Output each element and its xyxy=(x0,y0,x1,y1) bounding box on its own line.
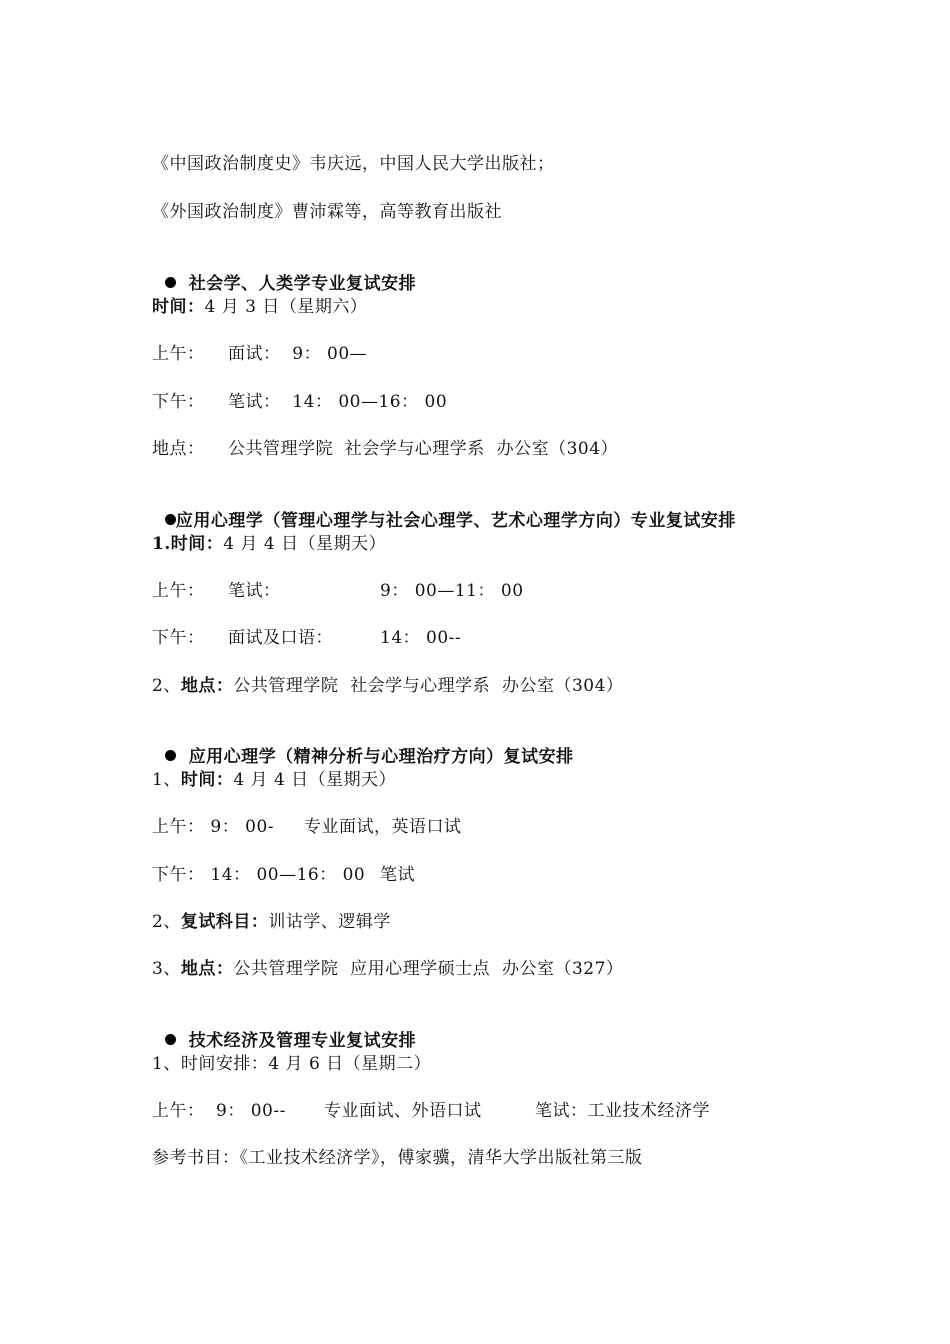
afternoon-label: 下午： xyxy=(152,628,205,648)
subject-value: 训诂学、逻辑学 xyxy=(268,912,391,932)
place-value: 公共管理学院 社会学与心理学系 办公室（304） xyxy=(233,676,624,696)
s1-place-line xyxy=(152,437,752,461)
section-heading-text: 社会学、人类学专业复试安排 xyxy=(188,274,417,294)
bullet-icon xyxy=(165,514,176,525)
morning-value: 上午： 9： 00- xyxy=(152,817,274,837)
morning-label: 上午： xyxy=(152,1101,205,1121)
bullet-icon xyxy=(165,1034,176,1045)
s3-afternoon-line xyxy=(152,863,752,887)
morning-item: 专业面试、外语口试 xyxy=(324,1101,482,1121)
afternoon-value: 下午： 14： 00—16： 00 xyxy=(152,865,366,885)
s4-reference-books: 参考书目：《工业技术经济学》，傅家骥，清华大学出版社第三版 xyxy=(152,1148,643,1168)
time-value: 4 月 4 日（星期天） xyxy=(223,534,387,554)
s2-morning-line xyxy=(152,579,752,603)
morning-label: 上午： xyxy=(152,581,205,601)
place-label: 地点： xyxy=(180,676,234,696)
subject-label: 复试科目： xyxy=(180,912,269,932)
time-prefix: 1、 xyxy=(152,770,181,790)
section-heading-text: 应用心理学（管理心理学与社会心理学、艺术心理学方向）专业复试安排 xyxy=(175,511,736,531)
place-label: 地点： xyxy=(152,439,205,459)
s3-morning-line xyxy=(152,815,752,839)
place-value: 公共管理学院 应用心理学硕士点 办公室（327） xyxy=(233,959,624,979)
time-value: 4 月 3 日（星期六） xyxy=(204,297,368,317)
s1-morning-line xyxy=(152,342,752,366)
subject-prefix: 2、 xyxy=(152,912,181,932)
section-heading-applied-psych-analysis xyxy=(152,721,574,769)
section-heading-applied-psych-mgmt xyxy=(152,485,736,533)
section-heading-tech-economics xyxy=(152,1005,416,1053)
afternoon-time: 14： 00-- xyxy=(380,628,462,648)
bullet-icon xyxy=(165,277,176,288)
s2-time-line xyxy=(152,532,386,556)
afternoon-item: 笔试 xyxy=(380,865,415,885)
afternoon-value: 笔试： 14： 00—16： 00 xyxy=(228,392,448,412)
section-heading-text: 技术经济及管理专业复试安排 xyxy=(188,1031,417,1051)
bullet-icon xyxy=(165,750,176,761)
section-heading-text: 应用心理学（精神分析与心理治疗方向）复试安排 xyxy=(188,747,574,767)
place-value: 公共管理学院 社会学与心理学系 办公室（304） xyxy=(228,439,619,459)
place-prefix: 3、 xyxy=(152,959,181,979)
s2-place-line xyxy=(152,674,623,698)
morning-time: 9： 00—11： 00 xyxy=(380,581,524,601)
time-value: 4 月 4 日（星期天） xyxy=(233,770,397,790)
morning-item: 笔试： xyxy=(228,581,281,601)
morning-value: 面试： 9： 00— xyxy=(228,344,368,364)
morning-exam: 笔试：工业技术经济学 xyxy=(535,1101,710,1121)
s4-time-line: 1、时间安排：4 月 6 日（星期二） xyxy=(152,1054,432,1074)
time-label: 时间： xyxy=(180,770,234,790)
s3-subject-line xyxy=(152,910,391,934)
place-label: 地点： xyxy=(180,959,234,979)
reference-book-1: 《中国政治制度史》韦庆远，中国人民大学出版社； xyxy=(152,154,555,174)
morning-item: 专业面试，英语口试 xyxy=(304,817,462,837)
morning-label: 上午： xyxy=(152,344,205,364)
section-heading-sociology xyxy=(152,248,416,296)
s3-time-line xyxy=(152,768,396,792)
s3-place-line xyxy=(152,957,623,981)
time-label: 1.时间： xyxy=(152,534,224,554)
s2-afternoon-line xyxy=(152,626,752,650)
reference-book-2: 《外国政治制度》曹沛霖等，高等教育出版社 xyxy=(152,202,502,222)
s4-morning-line xyxy=(152,1099,802,1123)
s1-time-line xyxy=(152,295,367,319)
afternoon-item: 面试及口语： xyxy=(228,628,333,648)
place-prefix: 2、 xyxy=(152,676,181,696)
s1-afternoon-line xyxy=(152,390,752,414)
time-label: 时间： xyxy=(152,297,205,317)
afternoon-label: 下午： xyxy=(152,392,205,412)
morning-time: 9： 00-- xyxy=(216,1101,286,1121)
